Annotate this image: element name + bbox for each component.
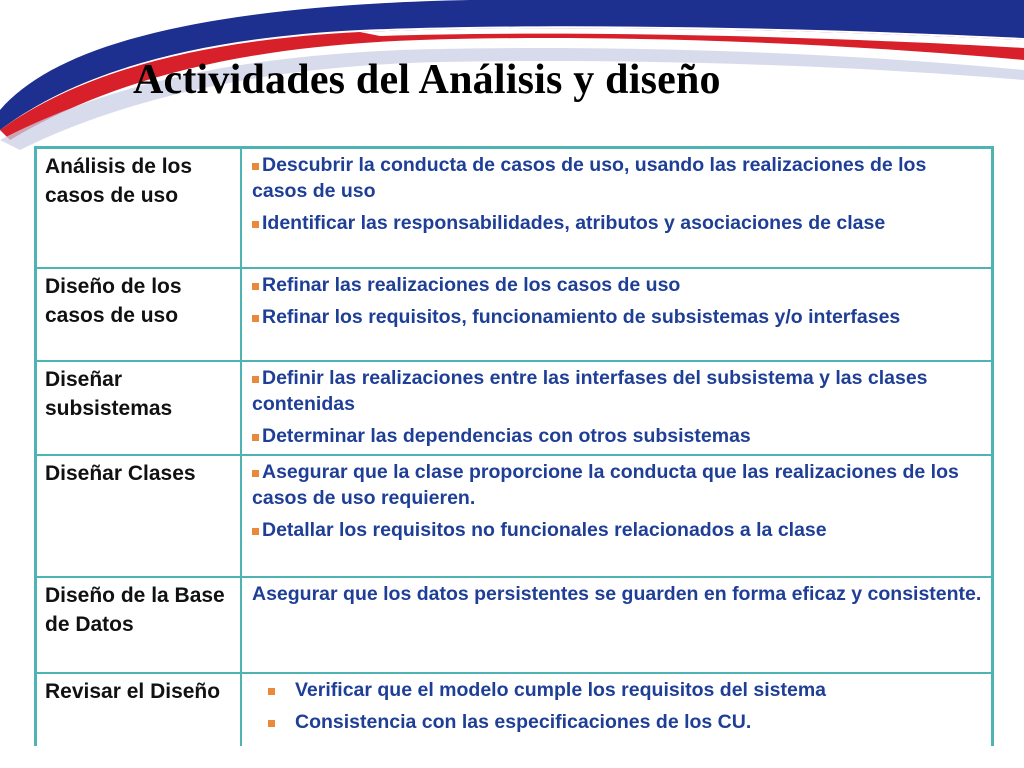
table-row <box>37 578 991 674</box>
description-text: Refinar los requisitos, funcionamiento de subsistemas y/o interfases <box>262 306 901 328</box>
slide-title: Actividades del Análisis y diseño <box>133 57 721 103</box>
activity-name-line: Diseñar Clases <box>45 462 196 485</box>
description-item <box>252 517 983 543</box>
description-text: Consistencia con las especificaciones de los CU. <box>295 711 752 733</box>
activity-name-cell <box>37 149 242 267</box>
description-item <box>252 152 983 204</box>
square-bullet-icon <box>252 221 259 228</box>
activity-name-line: Revisar el Diseño <box>45 680 221 703</box>
activity-name-line: Diseño de la Base de Datos <box>45 584 225 636</box>
description-item <box>252 423 983 449</box>
activity-description-cell <box>242 269 991 360</box>
activity-name-line: Diseño de los <box>45 275 182 298</box>
description-item <box>252 210 983 236</box>
table-row <box>37 149 991 269</box>
square-bullet-icon <box>252 434 259 441</box>
activity-name-line: casos de uso <box>45 184 179 207</box>
activity-name-cell <box>37 674 242 746</box>
activity-description-cell <box>242 362 991 454</box>
square-bullet-icon <box>252 376 259 383</box>
table-row <box>37 456 991 578</box>
table-row <box>37 362 991 456</box>
activity-name-cell <box>37 456 242 576</box>
square-bullet-icon <box>268 688 275 695</box>
description-text: Determinar las dependencias con otros subsistemas <box>262 425 751 447</box>
activity-name-line: Análisis de los <box>45 155 193 178</box>
activity-name-line: casos de uso <box>45 304 179 327</box>
description-item <box>252 581 983 607</box>
activities-table <box>34 146 994 746</box>
description-text: Descubrir la conducta de casos de uso, usando las realizaciones de los casos de uso <box>252 154 927 202</box>
description-text: Refinar las realizaciones de los casos de uso <box>262 274 681 296</box>
table-row <box>37 674 991 746</box>
activity-description-cell <box>242 456 991 576</box>
activity-name-cell <box>37 269 242 360</box>
description-item <box>252 272 983 298</box>
description-text: Identificar las responsabilidades, atributos y asociaciones de clase <box>262 212 886 234</box>
activity-name-cell <box>37 578 242 672</box>
description-item <box>252 677 983 703</box>
description-item <box>252 709 983 735</box>
square-bullet-icon <box>252 283 259 290</box>
description-text: Asegurar que los datos persistentes se guarden en forma eficaz y consistente. <box>252 583 982 605</box>
square-bullet-icon <box>252 163 259 170</box>
description-text: Definir las realizaciones entre las interfases del subsistema y las clases contenidas <box>252 367 928 415</box>
activity-description-cell <box>242 674 991 746</box>
activity-description-cell <box>242 578 991 672</box>
activity-name-cell <box>37 362 242 454</box>
description-text: Asegurar que la clase proporcione la conducta que las realizaciones de los casos de uso requieren. <box>252 461 959 509</box>
description-text: Verificar que el modelo cumple los requisitos del sistema <box>295 679 827 701</box>
square-bullet-icon <box>252 528 259 535</box>
description-item <box>252 459 983 511</box>
activity-name-line: Diseñar subsistemas <box>45 368 173 420</box>
description-text: Detallar los requisitos no funcionales relacionados a la clase <box>262 519 827 541</box>
square-bullet-icon <box>252 315 259 322</box>
description-item <box>252 365 983 417</box>
table-row <box>37 269 991 362</box>
activity-description-cell <box>242 149 991 267</box>
square-bullet-icon <box>252 470 259 477</box>
description-item <box>252 304 983 330</box>
square-bullet-icon <box>268 720 275 727</box>
